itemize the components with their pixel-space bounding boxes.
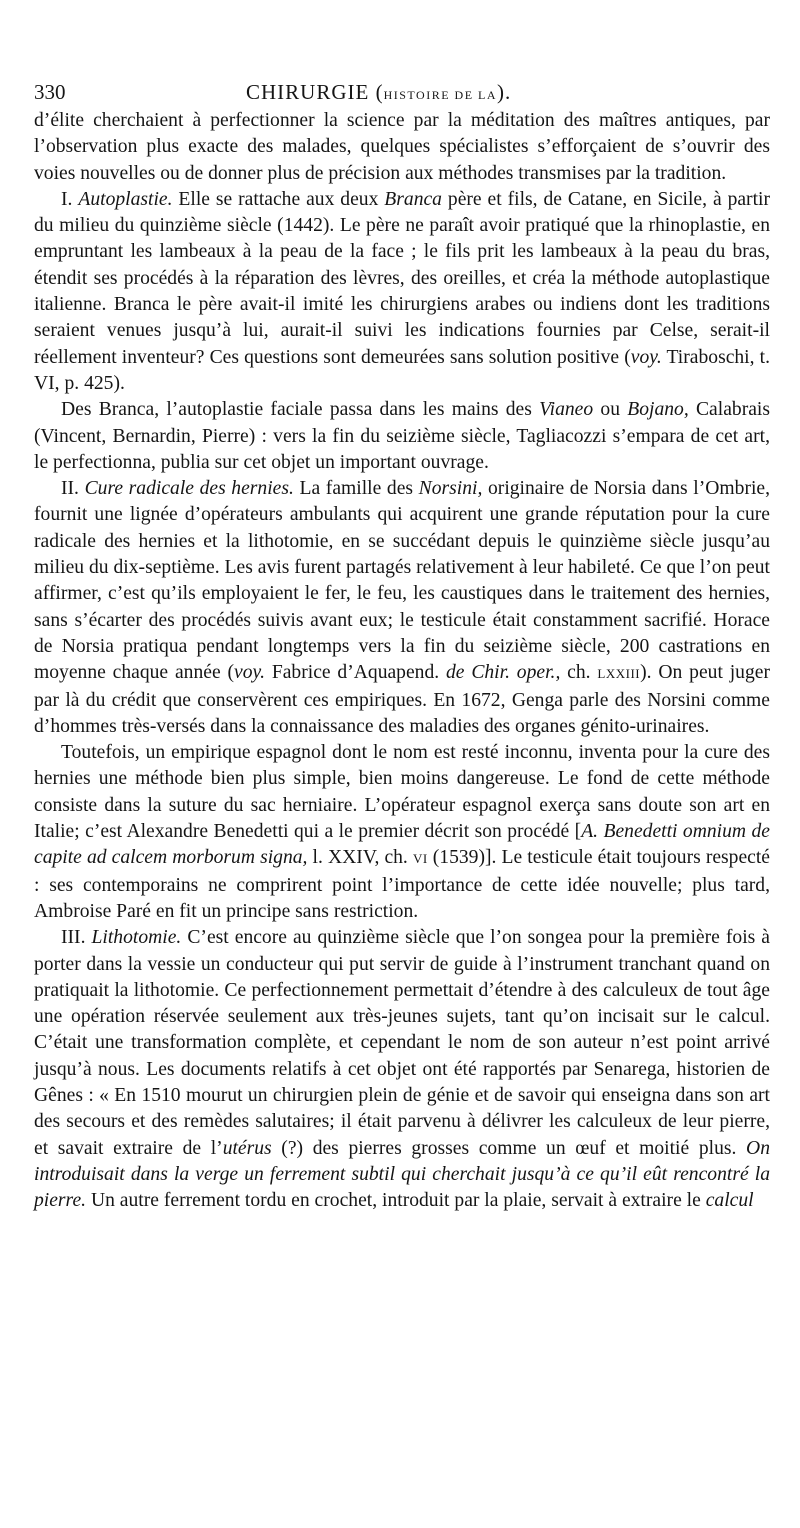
text-run: La famille des	[293, 478, 419, 500]
section-title-autoplastie: Autoplastie.	[78, 188, 173, 210]
italic-run: Vianeo	[539, 399, 594, 421]
running-title	[246, 80, 511, 105]
text-run: Calabrais (Vincent, Bernardin, Pierre) : vers la fin du seizième siècle, Tagliacozzi s’empara de cet art, le perfectionna, publia sur cet objet un important ouvrage.	[34, 399, 770, 473]
text-run: ch.	[560, 662, 598, 684]
italic-run: Bojano,	[627, 399, 689, 421]
body-text	[34, 108, 770, 1214]
italic-run: de Chir. oper.,	[446, 662, 561, 684]
paragraph-empirique	[34, 740, 770, 925]
paragraph-intro: d’élite cherchaient à perfectionner la science par la méditation des maîtres antiques, par l’observation plus exacte des malades, quelques spécialistes s’efforçaient de s’ouvrir des voies nouvelles ou de donner plus de précision aux méthodes transmises par la tradition.	[34, 110, 770, 184]
text-run: Fabrice d’Aquapend.	[265, 662, 446, 684]
text-run: l. XXIV, ch.	[307, 847, 413, 869]
text-run: C’est encore au quinzième siècle que l’on songea pour la première fois à porter dans la vessie un conducteur qui put servir de guide à l’instrument tranchant quand on pratiquait la lithotomie. Ce perfectionnement permettait d’étendre à des calculeux de tout âge une opération réservée seulement aux très-jeunes sujets, tant qu’on incisait sur le calcul. C’était une transformation complète, et cependant le nom de son auteur n’est point arrivé jusqu’à nous. Les documents relatifs à cet objet ont été rapportés par Senarega, historien de Gênes : « En 1510 mourut un chirurgien plein de génie et de savoir qui enseigna dans son art des secours et des remèdes salutaires; il était parvenu à délivrer les calculeux de leur pierre, et savait extraire de l’	[34, 927, 770, 1159]
text-run: père et fils, de Catane, en Sicile, à partir du milieu du quinzième siècle (1442). Le père ne paraît avoir pratiqué que la rhinoplastie, en empruntant les lambeaux à la peau de la face ; le fils prit les lambeaux à la peau du bras, étendit ses procédés à la réparation des lèvres, des oreilles, et créa la méthode autoplastique italienne. Branca le père avait-il imité les chirurgiens arabes ou indiens dont les traditions seraient venues jusqu’à lui, aurait-il suivi les indications fournies par Celse, serait-il réellement inventeur? Ces questions sont demeurées sans solution positive (	[34, 188, 770, 368]
text-run: ). On peut juger par là du crédit que conservèrent ces empiriques. En 1672, Genga parle des Norsini comme d’hommes très-versés dans la connaissance des maladies des organes génito-urinaires.	[34, 662, 770, 737]
italic-run: Norsini,	[418, 478, 483, 500]
section-number: III.	[61, 927, 86, 949]
small-caps-run: VI	[412, 851, 428, 867]
paragraph-lithotomie	[34, 925, 770, 1214]
page-number: 330	[34, 80, 66, 104]
text-run: Elle se rattache aux deux	[172, 188, 385, 210]
paragraph-hernies	[34, 476, 770, 740]
paragraph-branca	[34, 397, 770, 476]
small-caps-run: LXXIII	[597, 666, 641, 682]
text-run: Un autre ferrement tordu en crochet, introduit par la plaie, servait à extraire le	[86, 1190, 706, 1212]
italic-run: A. Benedetti omnium de capite ad calcem morborum signa,	[34, 821, 770, 869]
text-run: Toutefois, un empirique espagnol dont le nom est resté inconnu, inventa pour la cure des hernies une méthode bien plus simple, bien moins dangereuse. Le fond de cette méthode consiste dans la suture du sac herniaire. L’opérateur espagnol exerça sans doute son art en Italie; c’est Alexandre Benedetti qui a le premier décrit son procédé [	[34, 742, 770, 843]
section-number: I.	[61, 188, 73, 210]
running-title-main: CHIRURGIE (	[246, 80, 384, 104]
text-run: Des Branca, l’autoplastie faciale passa dans les mains des	[61, 399, 540, 421]
paragraph-autoplastie	[34, 187, 770, 397]
running-header	[34, 80, 774, 106]
italic-run: Branca	[384, 188, 442, 210]
running-title-small: HISTOIRE DE LA	[383, 88, 498, 102]
text-run: originaire de Norsia dans l’Ombrie, fournit une lignée d’opérateurs ambulants qui acquirent une grande réputation pour la cure radicale des hernies et la lithotomie, en se succédant depuis le quinzième siècle jusqu’au milieu du dix-septième. Les avis furent partagés relativement à leur habileté. Ce que l’on peut affirmer, c’est qu’ils employaient le fer, le feu, les caustiques dans le traitement des hernies, sans s’écarter des procédés suivis avant eux; le testicule était constamment sacrifié. Horace de Norsia pratiqua pendant longtemps vers la fin du seizième siècle, 200 castrations en moyenne chaque année (	[34, 478, 771, 684]
italic-run: calcul	[705, 1190, 754, 1212]
section-title-hernies: Cure radicale des hernies.	[84, 478, 294, 500]
text-run: (?) des pierres grosses comme un œuf et moitié plus.	[271, 1137, 747, 1159]
italic-run: voy.	[234, 662, 266, 684]
italic-run: voy.	[630, 346, 662, 368]
text-run: ou	[593, 399, 628, 421]
text-run: (1539)]. Le testicule était toujours respecté : ses contemporains ne comprirent point l’importance de cette idée nouvelle; plus tard, Ambroise Paré en fit un principe sans restriction.	[34, 847, 770, 922]
italic-run: On introduisait dans la verge un ferrement subtil qui cherchait jusqu’à ce qu’il eût rencontré la pierre.	[34, 1137, 770, 1212]
section-title-lithotomie: Lithotomie.	[91, 927, 182, 949]
running-title-end: ).	[497, 80, 512, 104]
section-number: II.	[61, 478, 79, 500]
text-run: Tiraboschi, t. VI, p. 425).	[34, 346, 770, 394]
italic-run: utérus	[222, 1137, 272, 1159]
